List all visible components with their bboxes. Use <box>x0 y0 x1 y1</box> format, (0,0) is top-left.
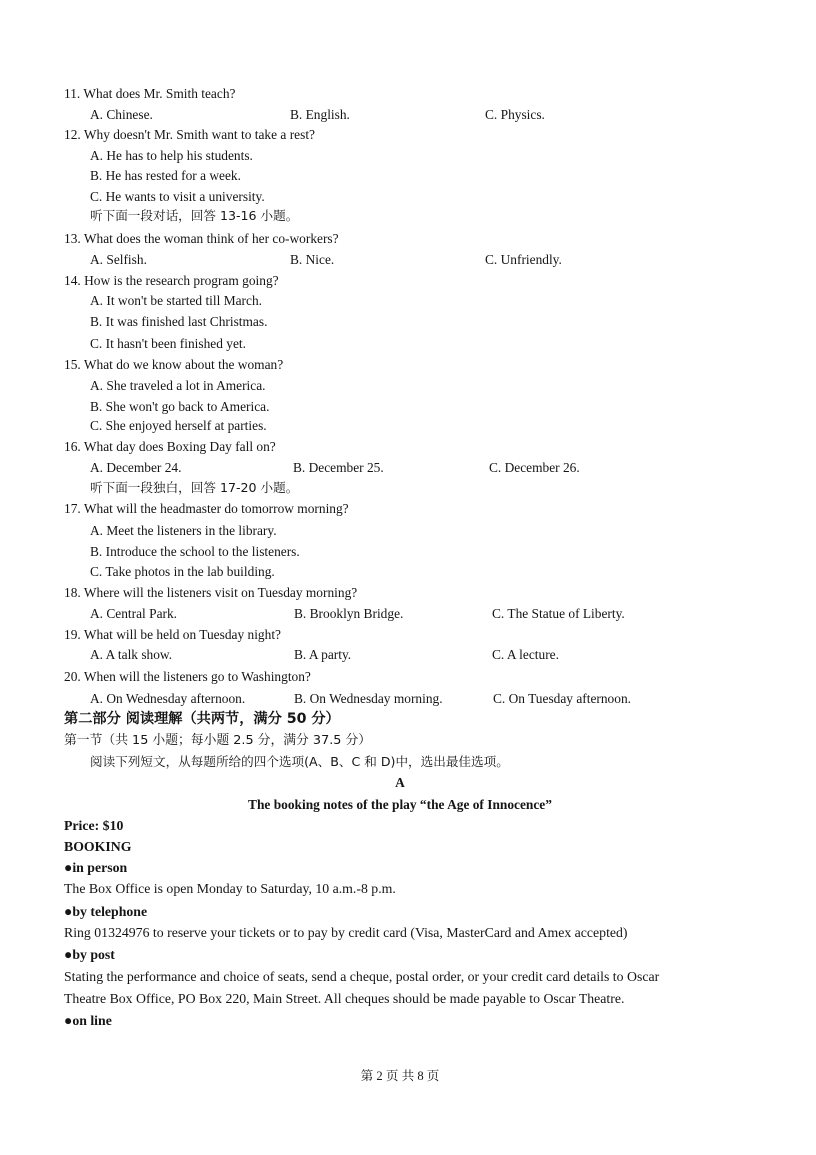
question-20-stem: 20. When will the listeners go to Washington? <box>64 669 311 684</box>
post-text-line-2: Theatre Box Office, PO Box 220, Main Street. All cheques should be made payable to Oscar Theatre. <box>64 991 625 1006</box>
question-13-option-c: C. Unfriendly. <box>485 252 562 267</box>
question-16-option-b: B. December 25. <box>293 460 384 475</box>
question-11-option-b: B. English. <box>290 107 350 122</box>
question-20-option-a: A. On Wednesday afternoon. <box>90 691 246 706</box>
question-14-stem: 14. How is the research program going? <box>64 273 279 288</box>
question-14-option-a: A. It won't be started till March. <box>90 293 262 308</box>
online-heading: ●on line <box>64 1013 112 1028</box>
question-11-stem: 11. What does Mr. Smith teach? <box>64 86 236 101</box>
question-11-option-a: A. Chinese. <box>90 107 153 122</box>
question-20-option-b: B. On Wednesday morning. <box>294 691 443 706</box>
question-13-option-a: A. Selfish. <box>90 252 147 267</box>
question-17-stem: 17. What will the headmaster do tomorrow morning? <box>64 501 349 516</box>
instruction-monolog-17-20: 听下面一段独白，回答 17-20 小题。 <box>90 480 299 495</box>
question-18-option-b: B. Brooklyn Bridge. <box>294 606 404 621</box>
question-15-option-b: B. She won't go back to America. <box>90 399 270 414</box>
passage-price: Price: $10 <box>64 818 124 833</box>
question-15-stem: 15. What do we know about the woman? <box>64 357 284 372</box>
part2-section1-title: 第一节（共 15 小题；每小题 2.5 分，满分 37.5 分） <box>64 733 372 748</box>
question-18-option-a: A. Central Park. <box>90 606 178 621</box>
part2-title: 第二部分 阅读理解（共两节，满分 50 分） <box>64 711 340 727</box>
question-14-option-c: C. It hasn't been finished yet. <box>90 336 246 351</box>
telephone-text: Ring 01324976 to reserve your tickets or to pay by credit card (Visa, MasterCard and Amex accepted) <box>64 925 628 940</box>
passage-title: The booking notes of the play “the Age of Innocence” <box>248 797 552 812</box>
telephone-heading: ●by telephone <box>64 904 148 919</box>
passage-booking-heading: BOOKING <box>64 839 132 854</box>
question-19-option-a: A. A talk show. <box>90 647 173 662</box>
part2-directions: 阅读下列短文，从每题所给的四个选项(A、B、C 和 D)中，选出最佳选项。 <box>90 754 509 769</box>
in-person-heading: ●in person <box>64 860 128 875</box>
question-19-option-b: B. A party. <box>294 647 352 662</box>
question-13-stem: 13. What does the woman think of her co-workers? <box>64 231 339 246</box>
in-person-text: The Box Office is open Monday to Saturday, 10 a.m.-8 p.m. <box>64 881 396 896</box>
question-17-option-b: B. Introduce the school to the listeners. <box>90 544 300 559</box>
question-20-option-c: C. On Tuesday afternoon. <box>493 691 631 706</box>
post-text-line-1: Stating the performance and choice of seats, send a cheque, postal order, or your credit card details to Oscar <box>64 969 660 984</box>
question-13-option-b: B. Nice. <box>290 252 335 267</box>
question-18-option-c: C. The Statue of Liberty. <box>492 606 625 621</box>
question-12-option-b: B. He has rested for a week. <box>90 168 241 183</box>
question-16-option-a: A. December 24. <box>90 460 182 475</box>
question-15-option-c: C. She enjoyed herself at parties. <box>90 418 267 433</box>
question-17-option-a: A. Meet the listeners in the library. <box>90 523 277 538</box>
question-12-option-c: C. He wants to visit a university. <box>90 189 265 204</box>
instruction-dialog-13-16: 听下面一段对话，回答 13-16 小题。 <box>90 208 299 223</box>
question-15-option-a: A. She traveled a lot in America. <box>90 378 266 393</box>
question-18-stem: 18. Where will the listeners visit on Tuesday morning? <box>64 585 358 600</box>
passage-label: A <box>395 775 405 790</box>
question-11-option-c: C. Physics. <box>485 107 545 122</box>
post-heading: ●by post <box>64 947 115 962</box>
question-19-stem: 19. What will be held on Tuesday night? <box>64 627 281 642</box>
question-12-option-a: A. He has to help his students. <box>90 148 253 163</box>
question-14-option-b: B. It was finished last Christmas. <box>90 314 268 329</box>
page-footer: 第 2 页 共 8 页 <box>360 1069 440 1083</box>
question-16-option-c: C. December 26. <box>489 460 580 475</box>
question-17-option-c: C. Take photos in the lab building. <box>90 564 275 579</box>
question-16-stem: 16. What day does Boxing Day fall on? <box>64 439 276 454</box>
question-19-option-c: C. A lecture. <box>492 647 559 662</box>
question-12-stem: 12. Why doesn't Mr. Smith want to take a rest? <box>64 127 315 142</box>
